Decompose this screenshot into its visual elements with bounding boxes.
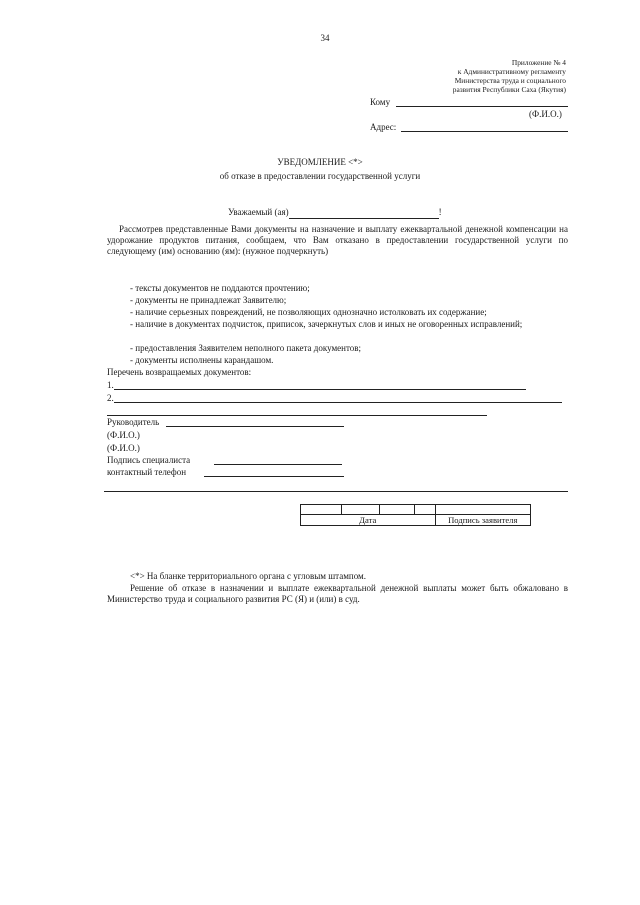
greeting-suffix: ! [438,207,442,217]
returned-item-1-line [114,389,526,390]
fio-label: (Ф.И.О.) [529,109,562,119]
head-label: Руководитель [107,417,160,427]
ack-cell-empty-1 [301,505,342,515]
returned-item-1: 1. [107,380,114,390]
ack-date-cell: Дата [301,515,436,526]
reason-2: - документы не принадлежат Заявителю; [130,295,287,305]
reason-4: - наличие в документах подчисток, приписок, зачеркнутых слов и иных не оговоренных исправлений; [130,319,523,329]
acknowledgement-table-row-labels [301,515,531,526]
specialist-fio: (Ф.И.О.) [107,443,140,453]
ack-signature-cell: Подпись заявителя [435,515,531,526]
acknowledgement-table-row-empty [301,505,531,515]
returned-item-2: 2. [107,393,114,403]
page-number: 34 [320,33,330,43]
document-title: УВЕДОМЛЕНИЕ <*> [277,157,363,167]
ack-cell-empty-2 [341,505,379,515]
appendix-block [400,58,566,94]
to-line [396,106,568,107]
acknowledgement-table [300,504,531,526]
address-label: Адрес: [370,122,397,132]
ack-cell-empty-4 [414,505,435,515]
body-paragraph: Рассмотрев представленные Вами документы на назначение и выплату ежеквартальной денежной компенсации на удорожание продуктов питания, сообщаем, что Вам отказано в предоставлении государственной услуги по следующему (им) основанию (ям): (нужное подчеркнуть) [107,224,568,256]
head-fio: (Ф.И.О.) [107,430,140,440]
appendix-line-3: Министерства труда и социального [454,76,566,85]
appendix-line-1: Приложение № 4 [511,58,566,67]
returned-docs-label: Перечень возвращаемых документов: [107,367,252,377]
reason-5: - предоставления Заявителем неполного пакета документов; [130,343,362,353]
specialist-signature-label: Подпись специалиста [107,455,191,465]
reason-6: - документы исполнены карандашом. [130,355,274,365]
greeting-prefix: Уважаемый (ая) [228,207,289,217]
reason-3: - наличие серьезных повреждений, не позволяющих однозначно истолковать их содержание; [130,307,487,317]
returned-item-2-line [114,402,562,403]
to-label: Кому [370,97,391,107]
returned-extra-line [107,415,487,416]
document-subtitle: об отказе в предоставлении государственной услуги [219,171,421,181]
ack-cell-empty-3 [379,505,414,515]
greeting [228,207,442,219]
appendix-line-2: к Административному регламенту [457,67,566,76]
ack-cell-empty-5 [435,505,531,515]
appendix-line-4: развития Республики Саха (Якутия) [452,85,566,94]
separator-line [104,491,568,492]
specialist-signature-line [214,464,342,465]
phone-label: контактный телефон [107,467,187,477]
head-signature-line [166,426,344,427]
address-line [401,131,568,132]
phone-line [204,476,344,477]
reason-1: - тексты документов не поддаются прочтению; [130,283,310,293]
footnote-2: Решение об отказе в назначении и выплате ежеквартальной денежной выплаты может быть обжаловано в Министерство труда и социального развития РС (Я) и (или) в суд. [107,583,568,604]
greeting-name-line [289,207,439,219]
footnote-1: <*> На бланке территориального органа с угловым штампом. [130,571,366,581]
